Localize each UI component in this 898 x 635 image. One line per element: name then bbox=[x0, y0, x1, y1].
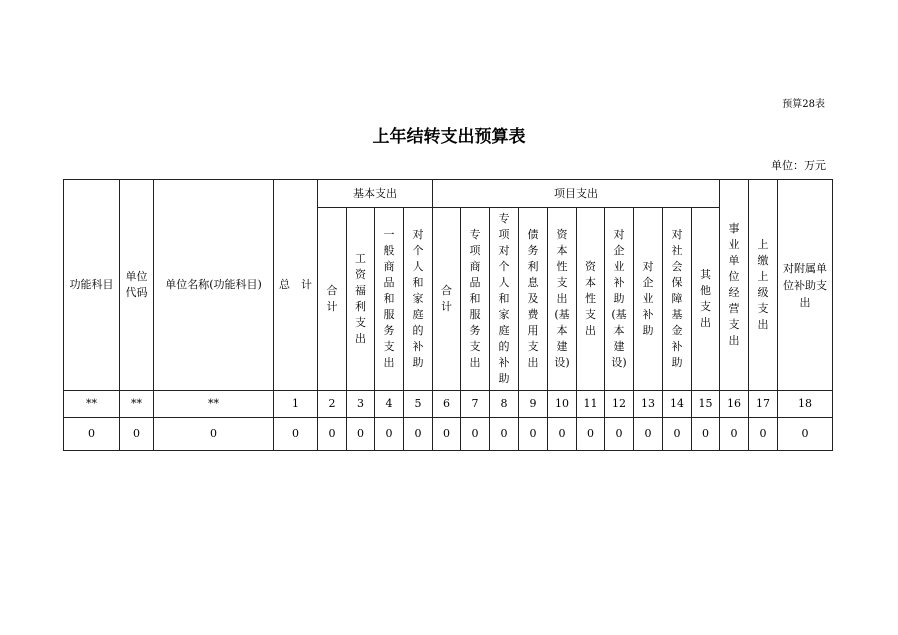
vertical-char: 本 bbox=[556, 324, 568, 337]
table-cell: 0 bbox=[577, 418, 605, 451]
index-cell: 17 bbox=[749, 391, 778, 418]
table-cell: 0 bbox=[120, 418, 154, 451]
vertical-char: 设) bbox=[611, 356, 627, 369]
vertical-char: 个 bbox=[498, 260, 510, 273]
vertical-char: 务 bbox=[527, 244, 539, 257]
vertical-char: 资 bbox=[585, 260, 596, 273]
vertical-char: 障 bbox=[671, 292, 683, 305]
vertical-char: 资 bbox=[556, 228, 568, 241]
vertical-char: 息 bbox=[527, 276, 539, 289]
vertical-char: 出 bbox=[757, 318, 769, 331]
vertical-char: 计 bbox=[441, 300, 452, 313]
vertical-char: 本 bbox=[556, 244, 568, 257]
index-cell: 9 bbox=[519, 391, 548, 418]
vertical-char: 项 bbox=[498, 228, 510, 241]
table-cell: 0 bbox=[154, 418, 274, 451]
vertical-char: 人 bbox=[412, 260, 424, 273]
table-cell: 0 bbox=[347, 418, 375, 451]
index-cell: ** bbox=[154, 391, 274, 418]
header-business-operation-text bbox=[729, 221, 740, 349]
vertical-char: 支 bbox=[728, 318, 740, 331]
vertical-char: 本 bbox=[613, 324, 625, 337]
vertical-char: 上 bbox=[757, 238, 769, 251]
vertical-char: 对 bbox=[642, 260, 654, 273]
vertical-char: 合 bbox=[441, 284, 452, 297]
vertical-char: 专 bbox=[469, 228, 481, 241]
header-project-capital-construction-text bbox=[554, 227, 569, 371]
header-project-enterprise-subsidy-construction bbox=[605, 208, 634, 391]
table-cell: 0 bbox=[375, 418, 404, 451]
vertical-char: 的 bbox=[498, 340, 510, 353]
vertical-char: 商 bbox=[383, 260, 395, 273]
vertical-char: 补 bbox=[498, 356, 510, 369]
vertical-char: 支 bbox=[355, 316, 366, 329]
vertical-char: 品 bbox=[469, 276, 481, 289]
vertical-char: 上 bbox=[757, 270, 769, 283]
header-unit-code bbox=[120, 180, 154, 391]
vertical-char: 庭 bbox=[412, 308, 424, 321]
vertical-char: 助 bbox=[642, 324, 654, 337]
header-basic-salary-text bbox=[355, 251, 366, 347]
vertical-char: 和 bbox=[469, 292, 481, 305]
header-row-1 bbox=[64, 180, 833, 208]
header-basic-expenditure: 基本支出 bbox=[318, 180, 433, 208]
vertical-char: 出 bbox=[355, 332, 366, 345]
vertical-char: 费 bbox=[527, 308, 539, 321]
table-cell: 0 bbox=[64, 418, 120, 451]
vertical-char: 家 bbox=[498, 308, 510, 321]
vertical-char: 和 bbox=[498, 292, 510, 305]
vertical-char: 对 bbox=[671, 228, 683, 241]
header-project-goods-services-text bbox=[470, 227, 481, 371]
vertical-char: 债 bbox=[527, 228, 539, 241]
index-cell: 18 bbox=[778, 391, 833, 418]
vertical-char: 补 bbox=[642, 308, 654, 321]
vertical-char: 事 bbox=[728, 222, 740, 235]
header-unit-code-text: 单位代码 bbox=[125, 270, 148, 299]
table-cell: 0 bbox=[720, 418, 749, 451]
header-project-enterprise-subsidy-construction-text bbox=[611, 227, 626, 371]
vertical-char: 服 bbox=[383, 308, 395, 321]
page-title: 上年结转支出预算表 bbox=[372, 127, 526, 147]
table-cell: 0 bbox=[548, 418, 577, 451]
vertical-char: 和 bbox=[383, 292, 395, 305]
vertical-char: 企 bbox=[613, 244, 625, 257]
header-basic-goods-services bbox=[375, 208, 404, 391]
vertical-char: 建 bbox=[556, 340, 568, 353]
vertical-char: 补 bbox=[671, 340, 683, 353]
header-project-social-security-fund-text bbox=[672, 227, 683, 371]
vertical-char: 企 bbox=[642, 276, 654, 289]
vertical-char: 支 bbox=[383, 340, 395, 353]
vertical-char: 社 bbox=[671, 244, 683, 257]
index-cell: 10 bbox=[548, 391, 577, 418]
vertical-char: 对 bbox=[412, 228, 424, 241]
budget-table bbox=[63, 179, 833, 451]
vertical-char: 计 bbox=[326, 300, 338, 313]
table-cell: 0 bbox=[634, 418, 663, 451]
vertical-char: 缴 bbox=[757, 254, 769, 267]
header-project-capital-text bbox=[585, 259, 596, 339]
header-function-subject: 功能科目 bbox=[64, 180, 120, 391]
header-basic-household-subsidy-text bbox=[413, 227, 424, 371]
index-cell: 7 bbox=[461, 391, 490, 418]
vertical-char: 出 bbox=[469, 356, 481, 369]
vertical-char: 利 bbox=[355, 300, 366, 313]
vertical-char: 支 bbox=[469, 340, 481, 353]
vertical-char: 助 bbox=[671, 356, 683, 369]
index-cell: 3 bbox=[347, 391, 375, 418]
header-project-goods-services bbox=[461, 208, 490, 391]
vertical-char: 对 bbox=[613, 228, 625, 241]
vertical-char: 服 bbox=[469, 308, 481, 321]
vertical-char: 庭 bbox=[498, 324, 510, 337]
index-row bbox=[64, 391, 833, 418]
index-cell: 11 bbox=[577, 391, 605, 418]
header-remit-superior bbox=[749, 180, 778, 391]
vertical-char: 利 bbox=[527, 260, 539, 273]
header-project-social-security-fund bbox=[663, 208, 692, 391]
vertical-char: 级 bbox=[757, 286, 769, 299]
vertical-char: 其 bbox=[700, 268, 711, 281]
vertical-char: 支 bbox=[757, 302, 769, 315]
vertical-char: 和 bbox=[412, 276, 424, 289]
table-cell: 0 bbox=[404, 418, 433, 451]
table-cell: 0 bbox=[461, 418, 490, 451]
index-cell: 5 bbox=[404, 391, 433, 418]
header-affiliated-subsidy bbox=[778, 180, 833, 391]
vertical-char: 的 bbox=[412, 324, 424, 337]
vertical-char: (基 bbox=[554, 308, 570, 321]
index-cell: 14 bbox=[663, 391, 692, 418]
vertical-char: 对 bbox=[498, 244, 510, 257]
index-cell: ** bbox=[64, 391, 120, 418]
vertical-char: 商 bbox=[469, 260, 481, 273]
unit-label: 单位：万元 bbox=[771, 159, 826, 172]
table-cell: 0 bbox=[692, 418, 720, 451]
vertical-char: 支 bbox=[585, 308, 596, 321]
header-project-household-subsidy bbox=[490, 208, 519, 391]
vertical-char: 业 bbox=[728, 238, 740, 251]
header-project-other bbox=[692, 208, 720, 391]
vertical-char: 出 bbox=[728, 334, 740, 347]
table-number: 预算28表 bbox=[782, 99, 825, 110]
vertical-char: 出 bbox=[527, 356, 539, 369]
header-basic-total-text bbox=[327, 283, 338, 315]
header-project-capital bbox=[577, 208, 605, 391]
vertical-char: 合 bbox=[326, 284, 338, 297]
vertical-char: 支 bbox=[700, 300, 711, 313]
table-cell: 0 bbox=[663, 418, 692, 451]
index-cell: 12 bbox=[605, 391, 634, 418]
header-business-operation bbox=[720, 180, 749, 391]
vertical-char: 家 bbox=[412, 292, 424, 305]
table-cell: 0 bbox=[274, 418, 318, 451]
vertical-char: 金 bbox=[671, 324, 683, 337]
index-cell: ** bbox=[120, 391, 154, 418]
index-cell: 2 bbox=[318, 391, 347, 418]
table-cell: 0 bbox=[749, 418, 778, 451]
vertical-char: 业 bbox=[613, 260, 625, 273]
index-cell: 15 bbox=[692, 391, 720, 418]
header-basic-total bbox=[318, 208, 347, 391]
header-project-enterprise-subsidy bbox=[634, 208, 663, 391]
vertical-char: 一 bbox=[383, 228, 395, 241]
vertical-char: 本 bbox=[585, 276, 596, 289]
header-project-household-subsidy-text bbox=[499, 211, 510, 387]
vertical-char: 及 bbox=[527, 292, 539, 305]
index-cell: 6 bbox=[433, 391, 461, 418]
vertical-char: 般 bbox=[383, 244, 395, 257]
vertical-char: 保 bbox=[671, 276, 683, 289]
vertical-char: 业 bbox=[642, 292, 654, 305]
header-project-other-text bbox=[700, 267, 711, 331]
vertical-char: 支 bbox=[527, 340, 539, 353]
header-project-enterprise-subsidy-text bbox=[643, 259, 654, 339]
header-project-debt-interest-text bbox=[528, 227, 539, 371]
vertical-char: 品 bbox=[383, 276, 395, 289]
vertical-char: 个 bbox=[412, 244, 424, 257]
vertical-char: 设) bbox=[554, 356, 570, 369]
vertical-char: 性 bbox=[585, 292, 596, 305]
vertical-char: 补 bbox=[412, 340, 424, 353]
table-cell: 0 bbox=[318, 418, 347, 451]
table-row bbox=[64, 418, 833, 451]
header-basic-salary bbox=[347, 208, 375, 391]
table-cell: 0 bbox=[519, 418, 548, 451]
vertical-char: 出 bbox=[556, 292, 568, 305]
vertical-char: 用 bbox=[527, 324, 539, 337]
vertical-char: 会 bbox=[671, 260, 683, 273]
vertical-char: 经 bbox=[728, 286, 740, 299]
header-project-total-text bbox=[441, 283, 452, 315]
header-total: 总 计 bbox=[274, 180, 318, 391]
vertical-char: 工 bbox=[355, 252, 366, 265]
header-project-debt-interest bbox=[519, 208, 548, 391]
vertical-char: 补 bbox=[613, 276, 625, 289]
vertical-char: 助 bbox=[412, 356, 424, 369]
vertical-char: 资 bbox=[355, 268, 366, 281]
vertical-char: 项 bbox=[469, 244, 481, 257]
vertical-char: 位 bbox=[728, 270, 740, 283]
index-cell: 13 bbox=[634, 391, 663, 418]
index-cell: 8 bbox=[490, 391, 519, 418]
vertical-char: 务 bbox=[469, 324, 481, 337]
header-project-expenditure: 项目支出 bbox=[433, 180, 720, 208]
vertical-char: 助 bbox=[498, 372, 510, 385]
header-project-total bbox=[433, 208, 461, 391]
index-cell: 4 bbox=[375, 391, 404, 418]
header-remit-superior-text bbox=[758, 237, 769, 333]
index-cell: 1 bbox=[274, 391, 318, 418]
vertical-char: 出 bbox=[585, 324, 596, 337]
vertical-char: 人 bbox=[498, 276, 510, 289]
vertical-char: 基 bbox=[671, 308, 683, 321]
header-basic-household-subsidy bbox=[404, 208, 433, 391]
header-basic-goods-services-text bbox=[384, 227, 395, 371]
vertical-char: 营 bbox=[728, 302, 740, 315]
vertical-char: 建 bbox=[613, 340, 625, 353]
index-cell: 16 bbox=[720, 391, 749, 418]
table-cell: 0 bbox=[778, 418, 833, 451]
vertical-char: 助 bbox=[613, 292, 625, 305]
vertical-char: 福 bbox=[355, 284, 366, 297]
header-affiliated-subsidy-text: 对附属单位补助支出 bbox=[782, 261, 827, 309]
table-cell: 0 bbox=[490, 418, 519, 451]
vertical-char: 支 bbox=[556, 276, 568, 289]
table-cell: 0 bbox=[433, 418, 461, 451]
vertical-char: 他 bbox=[700, 284, 711, 297]
header-unit-name: 单位名称(功能科目) bbox=[154, 180, 274, 391]
table-cell: 0 bbox=[605, 418, 634, 451]
header-project-capital-construction bbox=[548, 208, 577, 391]
vertical-char: 出 bbox=[383, 356, 395, 369]
vertical-char: 专 bbox=[498, 212, 510, 225]
vertical-char: (基 bbox=[611, 308, 627, 321]
vertical-char: 务 bbox=[383, 324, 395, 337]
vertical-char: 单 bbox=[728, 254, 740, 267]
vertical-char: 性 bbox=[556, 260, 568, 273]
vertical-char: 出 bbox=[700, 316, 711, 329]
